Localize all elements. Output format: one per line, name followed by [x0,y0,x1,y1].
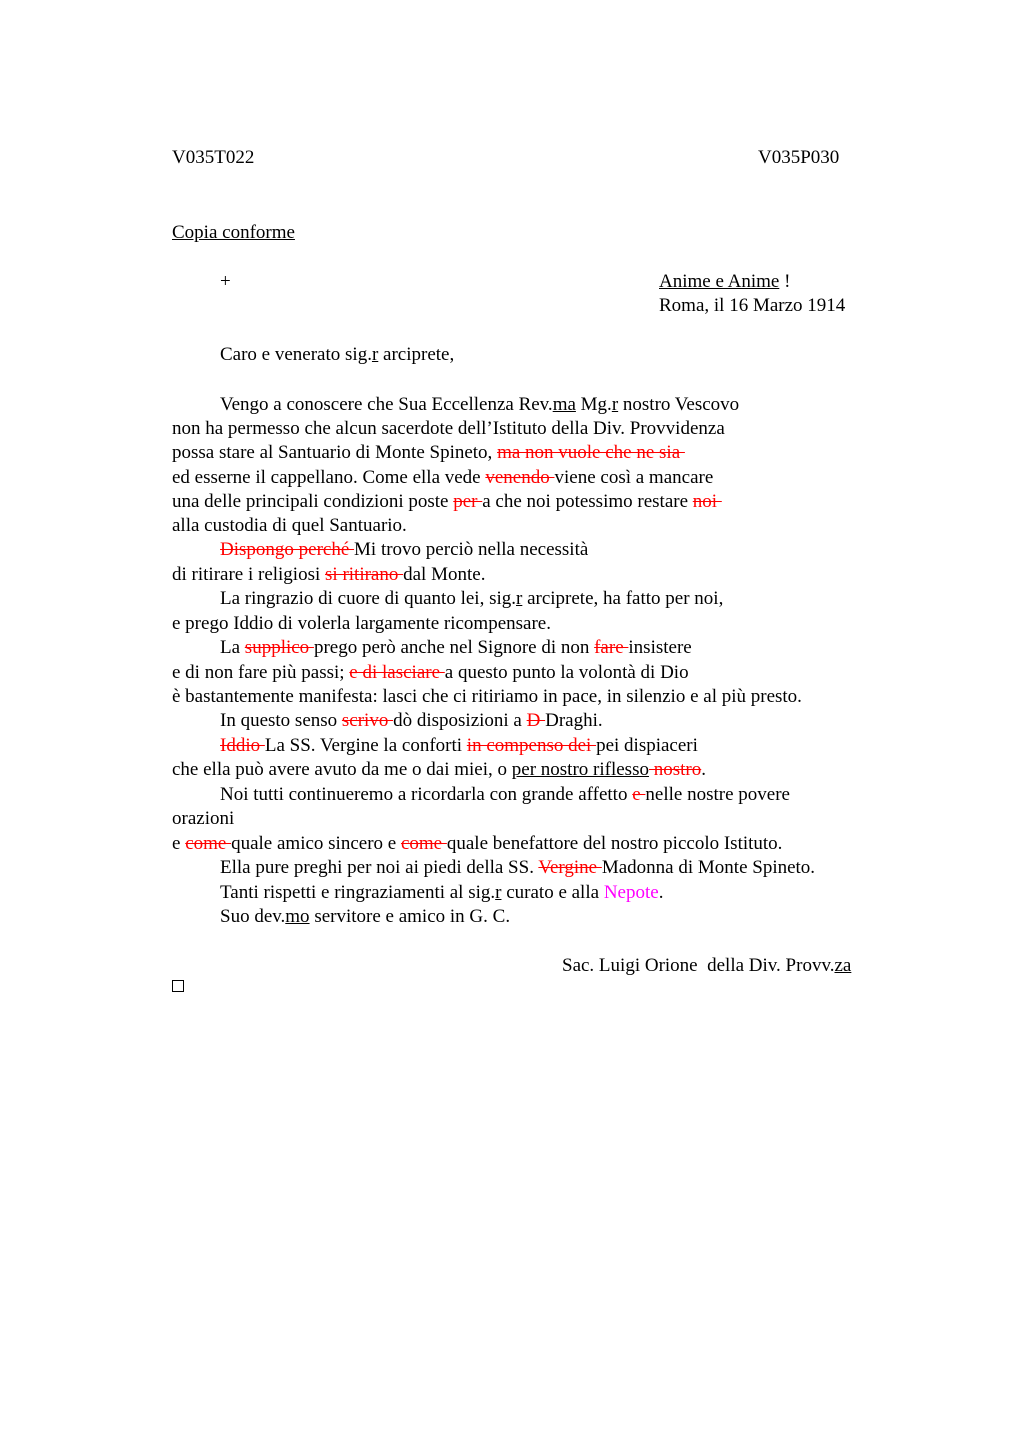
p4-line1: La supplico prego però anche nel Signore di non fare insistere [220,637,692,658]
deleted-text: Iddio [220,735,265,756]
p1-line6: alla custodia di quel Santuario. [172,515,407,536]
signature: Sac. Luigi Orione della Div. Provv.za [562,955,852,976]
p7-line2: orazioni [172,808,235,829]
p1-line4: ed esserne il cappellano. Come ella vede venendo viene così a mancare [172,467,714,488]
deleted-text: ma non vuole che ne sia [497,442,685,463]
copy-label: Copia conforme [172,222,295,243]
archive-code-right: V035P030 [758,147,840,168]
p9-line1: Tanti rispetti e ringraziamenti al sig.r curato e alla Nepote. [220,882,664,903]
deleted-text: come [400,833,447,854]
deleted-text: per [453,491,483,512]
p3-line2: e prego Iddio di volerla largamente ricompensare. [172,613,551,634]
p6-line2: che ella può avere avuto da me o dai miei, o per nostro riflesso nostro. [172,759,706,780]
p4-line3: è bastantemente manifesta: lasci che ci ritiriamo in pace, in silenzio e al più presto. [172,686,802,707]
p3-line1: La ringrazio di cuore di quanto lei, sig.r arciprete, ha fatto per noi, [220,588,724,609]
deleted-text: e [632,784,646,805]
deleted-text: in compenso dei [466,735,597,756]
p7-line3: e come quale amico sincero e come quale benefattore del nostro piccolo Istituto. [172,833,783,854]
deleted-text: Dispongo perché [220,539,355,560]
deleted-text: scrivo [341,710,394,731]
p5-line1: In questo senso scrivo dò disposizioni a D Draghi. [220,710,603,731]
p2-line2: di ritirare i religiosi si ritirano dal Monte. [172,564,486,585]
deleted-text: noi [692,491,722,512]
deleted-text: venendo [485,467,555,488]
p6-line1: Iddio La SS. Vergine la conforti in compenso dei pei dispiaceri [220,735,698,756]
p4-line2: e di non fare più passi; e di lasciare a questo punto la volontà di Dio [172,662,689,683]
deleted-text: nostro [648,759,702,780]
deleted-text: fare [594,637,629,658]
archive-code-left: V035T022 [172,147,255,168]
deleted-text: Vergine [538,857,602,878]
empty-square-symbol [172,980,184,992]
deleted-text: supplico [244,637,314,658]
deleted-text: e di lasciare [349,662,445,683]
deleted-text: D [526,710,546,731]
p2-line1: Dispongo perché Mi trovo perciò nella necessità [220,539,589,560]
deleted-text: si ritirano [325,564,404,585]
p1-line1: Vengo a conoscere che Sua Eccellenza Rev.ma Mg.r nostro Vescovo [220,394,740,415]
cross-symbol: + [220,271,231,292]
closing-line: Suo dev.mo servitore e amico in G. C. [220,906,511,927]
date-line: Roma, il 16 Marzo 1914 [659,295,846,316]
p1-line2: non ha permesso che alcun sacerdote dell’Istituto della Div. Provvidenza [172,418,725,439]
motto-text: Anime e Anime [659,271,780,292]
motto: Anime e Anime ! [659,271,791,292]
annotated-text: Nepote [603,882,659,903]
p8-line1: Ella pure preghi per noi ai piedi della SS. Vergine Madonna di Monte Spineto. [220,857,816,878]
salutation: Caro e venerato sig.r arciprete, [220,344,455,365]
p1-line5: una delle principali condizioni poste per a che noi potessimo restare noi [172,491,722,512]
p7-line1: Noi tutti continueremo a ricordarla con grande affetto e nelle nostre povere [220,784,790,805]
p1-line3: possa stare al Santuario di Monte Spineto, ma non vuole che ne sia [172,442,685,463]
deleted-text: come [185,833,232,854]
